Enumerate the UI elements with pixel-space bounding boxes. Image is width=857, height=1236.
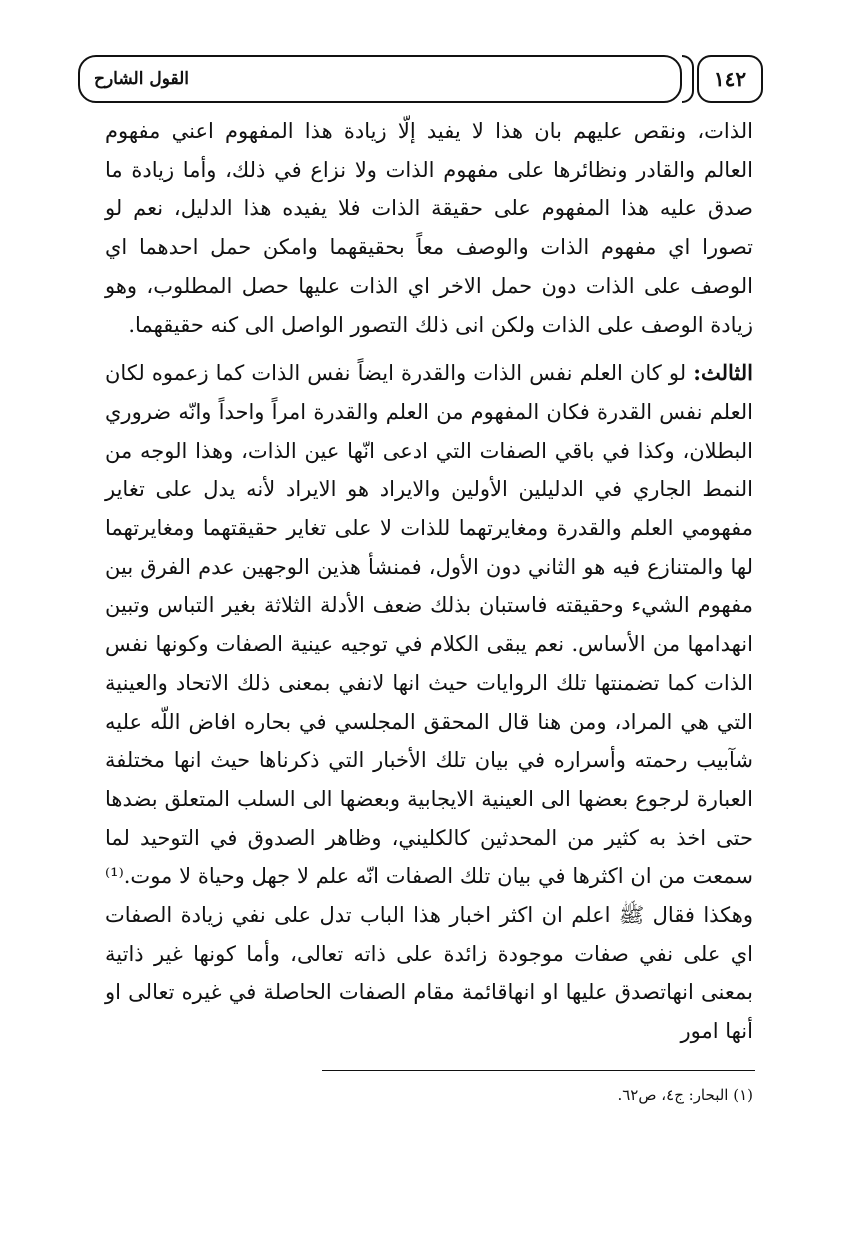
footnote-divider — [322, 1070, 755, 1071]
paragraph-text: الذات، ونقص عليهم بان هذا لا يفيد إلّا زيادة هذا المفهوم اعني مفهوم العالم والقادر ونظائرها على مفهوم الذات ولا نزاع في ذلك، وأما زيادة ما صدق عليه هذا المفهوم على حقيقة الذات فلا يفيده هذا الدليل، نعم لو تصورا اي مفهوم الذات والوصف معاً بحقيقهما وامكن حمل احدهما اي الوصف على الذات دون حمل الاخر اي الذات عليها حصل المطلوب، وهو زيادة الوصف على الذات ولكن انى ذلك التصور الواصل الى كنه حقيقهما. — [105, 119, 753, 337]
running-title: القول الشارح — [94, 69, 189, 89]
page-number: ١٤٢ — [697, 55, 763, 103]
body-text — [105, 112, 753, 1051]
paragraph — [105, 354, 753, 1051]
footnote: (١) البحار: ج٤، ص٦٢. — [617, 1086, 753, 1104]
running-title-frame — [78, 55, 682, 103]
page-header — [78, 55, 763, 101]
paragraph — [105, 112, 753, 344]
header-bracket — [682, 55, 694, 103]
paragraph-text: لو كان العلم نفس الذات والقدرة ايضاً نفس الذات كما زعموه لكان العلم نفس القدرة فكان المفهوم من العلم والقدرة امراً واحداً وانّه ضروري البطلان، وكذا في باقي الصفات التي ادعى انّها عين الذات، وهذا الوجه من النمط الجاري في الدليلين الأولين والايراد هو الايراد لأنه يدل على تغاير مفهومي العلم والقدرة ومغايرتهما للذات لا على تغاير حقيقتهما ومغايرتهما لها والمتنازع فيه هو الثاني دون الأول، فمنشأ هذين الوجهين عدم الفرق بين مفهوم الشيء وحقيقته فاستبان بذلك ضعف الأدلة الثلاثة بغير التباس وتبين انهدامها من الأساس. نعم يبقى الكلام في توجيه عينية الصفات وكونها نفس الذات كما تضمنتها تلك الروايات حيث انها لانفي بمعنى ذلك الاتحاد والعينية التي هي المراد، ومن هنا قال المحقق المجلسي في بحاره افاض اللّه عليه شآبيب رحمته وأسراره في بيان تلك الأخبار التي ذكرناها حيث انها مختلفة العبارة لرجوع بعضها الى العينية الايجابية وبعضها الى السلب المتعلق بضدها حتى اخذ به كثير من المحدثين كالكليني، وظاهر الصدوق في التوحيد لما سمعت من ان اكثرها في بيان تلك الصفات انّه علم لا جهل وحياة لا موت.⁽¹⁾ وهكذا فقال ﷺ اعلم ان اكثر اخبار هذا الباب تدل على نفي زيادة الصفات اي على نفي صفات موجودة زائدة على ذاته تعالى، وأما كونها غير ذاتية بمعنى انهاتصدق عليها او انهاقائمة مقام الصفات الحاصلة في غيره تعالى او أنها امور — [105, 361, 753, 1044]
paragraph-lead: الثالث: — [693, 360, 753, 386]
